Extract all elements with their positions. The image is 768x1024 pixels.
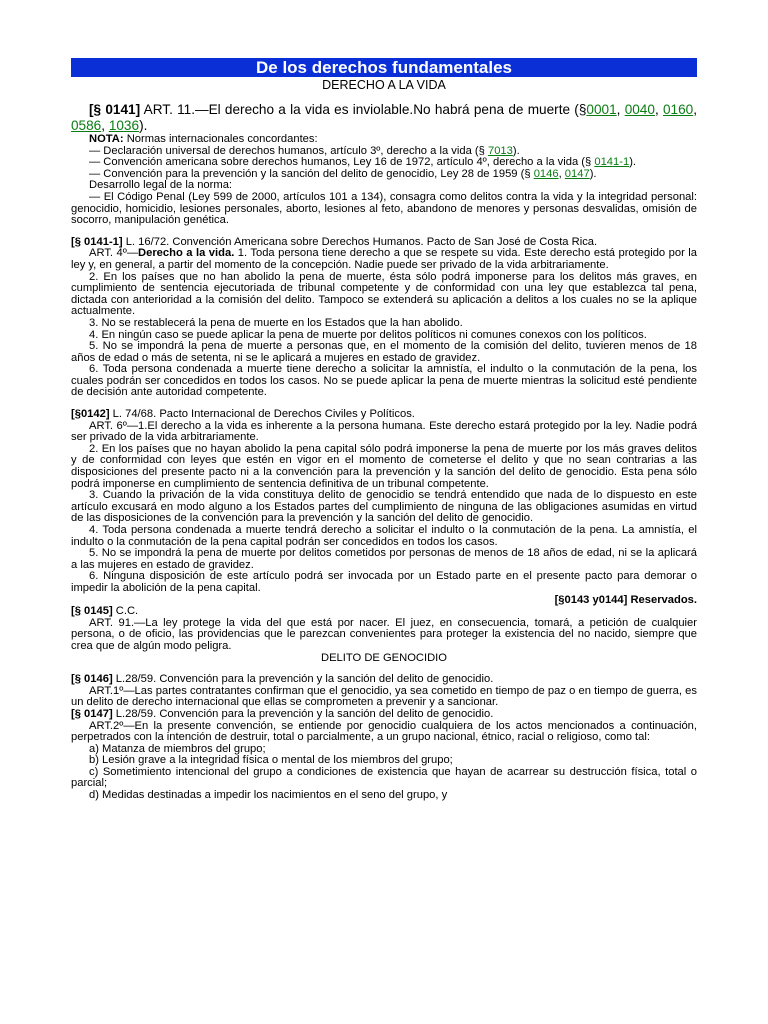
page-title: De los derechos fundamentales (71, 58, 697, 77)
section-0145-heading: [§ 0145] C.C. (71, 605, 139, 618)
section-0141-1-heading: [§ 0141-1] L. 16/72. Convención Americana sobre Derechos Humanos. Pacto de San José de Costa Rica. (71, 235, 598, 248)
paragraph: 2. En los países que no han abolido la pena de muerte, ésta sólo podrá imponerse para los delitos más graves, en cumplimiento de sentencia ejecutoriada de tribunal competente y de conformidad con una ley que establezca tal pena, dictada con anterioridad a la comisión del delito. Tampoco se extenderá su aplicación a delitos a los cuales no se la aplique actualmente. (71, 270, 697, 318)
paragraph: 5. No se impondrá la pena de muerte a personas que, en el momento de la comisión del delito, tuvieren menos de 18 años de edad o más de setenta, ni se le aplicará a mujeres en estado de gravidez. (71, 340, 697, 364)
link-0141-1[interactable]: 0141-1 (594, 156, 630, 169)
reservados-line: [§0143 y0144] Reservados. (554, 593, 697, 606)
paragraph: 4. En ningún caso se puede aplicar la pena de muerte por delitos políticos ni comunes conexos con los políticos. (89, 328, 647, 341)
nota-line: NOTA: Normas internacionales concordantes: (89, 133, 318, 145)
nota-item: Desarrollo legal de la norma: (89, 179, 233, 192)
nota-item: — Convención para la prevención y la sanción del delito de genocidio, Ley 28 de 1959 (§ 0146, 0147). (89, 167, 597, 180)
link-0160[interactable]: 0160 (662, 102, 694, 117)
document-body (71, 58, 697, 802)
article-11: [§ 0141] ART. 11.—El derecho a la vida es inviolable.No habrá pena de muerte (§0001, 0040, 0160, 0586, 1036). (71, 102, 698, 133)
section-heading-derecho-vida: DERECHO A LA VIDA (322, 78, 446, 92)
paragraph: ART. 6º—1.El derecho a la vida es inherente a la persona humana. Este derecho estará protegido por la ley. Nadie podrá ser privado de la vida arbitrariamente. (71, 419, 697, 444)
paragraph: ART.1º—Las partes contratantes confirman que el genocidio, ya sea cometido en tiempo de paz o en tiempo de guerra, es un delito de derecho internacional que ellas se comprometen a prevenir y a sancionar. (71, 684, 697, 709)
link-0001[interactable]: 0001 (586, 102, 617, 117)
link-0147[interactable]: 0147 (564, 167, 590, 180)
link-0146[interactable]: 0146 (533, 167, 559, 180)
nota-item: — Convención americana sobre derechos humanos, Ley 16 de 1972, artículo 4º, derecho a la vida (§ 0141-1). (89, 156, 637, 169)
paragraph: 2. En los países que no hayan abolido la pena capital sólo podrá imponerse la pena de muerte por los más graves delitos y de conformidad con leyes que estén en vigor en el momento de cometerse el delito y que no sean contrarias a las disposiciones del presente pacto ni a la convención para la prevención y la sanción del delito de genocidio. Esta pena sólo podrá imponerse en cumplimiento de sentencia definitiva de un tribunal competente. (71, 442, 697, 490)
link-0040[interactable]: 0040 (624, 102, 655, 117)
list-item: c) Sometimiento intencional del grupo a condiciones de existencia que hayan de acarrear su destrucción física, total o parcial; (71, 765, 697, 790)
link-0586[interactable]: 0586 (71, 118, 102, 133)
nota-item: — Declaración universal de derechos humanos, artículo 3º, derecho a la vida (§ 7013). (89, 144, 520, 157)
section-ref: [§ 0141] (89, 102, 141, 117)
list-item: d) Medidas destinadas a impedir los nacimientos en el seno del grupo, y (89, 789, 448, 802)
paragraph: 4. Toda persona condenada a muerte tendrá derecho a solicitar el indulto o la conmutación de la pena. La amnistía, el indulto o la conmutación de la pena capital podrán ser concedidos en todos los casos. (71, 524, 697, 548)
nota-item: — El Código Penal (Ley 599 de 2000, artículos 101 a 134), consagra como delitos contra la vida y la integridad personal: genocidio, homicidio, lesiones personales, aborto, lesiones al feto, abandono de menores y personas desvalidas, omisión de socorro, manipulación genética. (71, 190, 697, 227)
paragraph: ART.2º—En la presente convención, se entiende por genocidio cualquiera de los actos mencionados a continuación, perpetrados con la intención de destruir, total o parcialmente, a un grupo nacional, étnico, racial o religioso, como tal: (71, 719, 697, 744)
paragraph: 5. No se impondrá la pena de muerte por delitos cometidos por personas de menos de 18 años de edad, ni se la aplicará a las mujeres en estado de gravidez. (71, 547, 697, 571)
list-item: b) Lesión grave a la integridad física o mental de los miembros del grupo; (89, 754, 453, 767)
section-0146-heading: [§ 0146] L.28/59. Convención para la prevención y la sanción del delito de genocidio. (71, 673, 494, 686)
paragraph: 6. Ninguna disposición de este artículo podrá ser invocada por un Estado parte en el presente pacto para demorar o impedir la abolición de la pena capital. (71, 570, 697, 594)
list-item: a) Matanza de miembros del grupo; (89, 742, 266, 755)
section-0147-heading: [§ 0147] L.28/59. Convención para la prevención y la sanción del delito de genocidio. (71, 707, 494, 720)
paragraph: 3. Cuando la privación de la vida constituya delito de genocidio se tendrá entendido que nada de lo dispuesto en este artículo excusará en modo alguno a los Estados partes del cumplimiento de ninguna de las obligaciones asumidas en virtud de las disposiciones de la convención para la prevención y la sanción del delito de genocidio. (71, 489, 697, 525)
link-1036[interactable]: 1036 (108, 118, 140, 133)
paragraph: 3. No se restablecerá la pena de muerte en los Estados que la han abolido. (89, 316, 463, 329)
section-0142-heading: [§0142] L. 74/68. Pacto Internacional de Derechos Civiles y Políticos. (71, 408, 415, 421)
section-heading-genocidio: DELITO DE GENOCIDIO (321, 651, 447, 664)
paragraph: 6. Toda persona condenada a muerte tiene derecho a solicitar la amnistía, el indulto o la conmutación de la pena, los cuales podrán ser concedidos en todos los casos. No se puede aplicar la pena de muerte mientras la solicitud esté pendiente de decisión ante autoridad competente. (71, 363, 697, 399)
link-7013[interactable]: 7013 (487, 144, 513, 157)
paragraph: ART. 4º—Derecho a la vida. 1. Toda persona tiene derecho a que se respete su vida. Este derecho está protegido por la ley y, en general, a partir del momento de la concepción. Nadie puede ser privado de la vida arbitrariamente. (71, 247, 697, 271)
paragraph: ART. 91.—La ley protege la vida del que está por nacer. El juez, en consecuencia, tomará, a petición de cualquier persona, o de oficio, las providencias que le parezcan convenientes para proteger la existencia del no nacido, siempre que crea que de algún modo peligra. (71, 616, 697, 652)
